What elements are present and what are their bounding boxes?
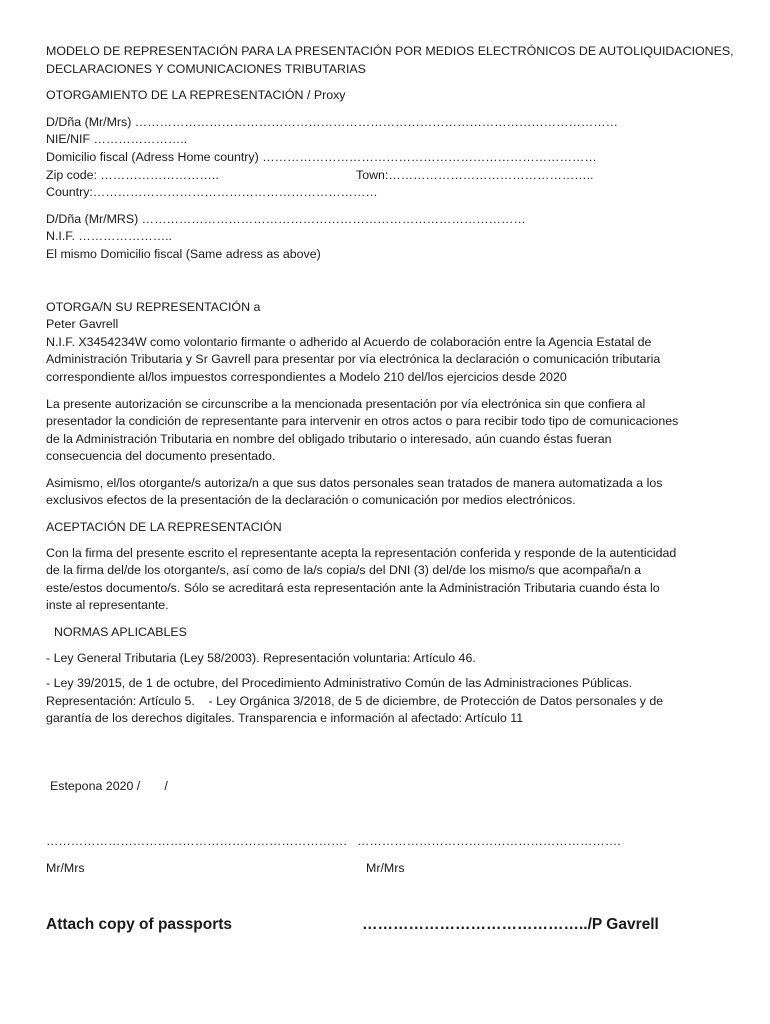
autorizacion-text-1: La presente autorización se circunscribe a la mencionada presentación por vía electrónica sin que confiera al	[46, 396, 646, 411]
ley-text-2: Representación: Artículo 5. - Ley Orgánica 3/2018, de 5 de diciembre, de Protección de Datos personales y de	[46, 693, 664, 708]
signature-label-right: Mr/Mrs	[366, 861, 405, 875]
place-date: Estepona 2020 / /	[50, 779, 168, 793]
aceptacion-text-4: inste al representante.	[46, 598, 169, 613]
document-title	[46, 43, 736, 78]
grantor-2-nif-field: N.I.F. …………………..	[46, 229, 172, 244]
aceptacion-paragraph	[46, 545, 736, 615]
representation-heading: OTORGA/N SU REPRESENTACIÓN a	[46, 299, 261, 314]
otorgamiento-heading: OTORGAMIENTO DE LA REPRESENTACIÓN / Proxy	[46, 88, 346, 103]
ley-general-tributaria: - Ley General Tributaria (Ley 58/2003). Representación voluntaria: Artículo 46.	[46, 650, 476, 665]
representation-text-1: N.I.F. X3454234W como volontario firmante o adherido al Acuerdo de colaboración entre la Agencia Estatal de	[46, 334, 652, 349]
datos-paragraph	[46, 475, 736, 510]
title-line-2: DECLARACIONES Y COMUNICACIONES TRIBUTARIAS	[46, 61, 366, 76]
grantor-1-nie-field: NIE/NIF …………………..	[46, 132, 188, 147]
ley-text-1: - Ley 39/2015, de 1 de octubre, del Procedimiento Administrativo Común de las Administraciones Públicas.	[46, 676, 633, 691]
normas-block	[46, 624, 736, 728]
document-page	[46, 43, 736, 933]
signature-line-left: ……………………………………………………………….	[46, 834, 347, 848]
grantor-1-address-field: Domicilio fiscal (Adress Home country) ………………………………………………………………………	[46, 149, 597, 164]
datos-text-2: exclusivos efectos de la presentación de la declaración o comunicación por medios electrónicos.	[46, 493, 576, 508]
grantor-1-name-field: D/Dña (Mr/Mrs) ………………………………………………………………………………………………………	[46, 114, 619, 129]
normas-heading: NORMAS APLICABLES	[54, 625, 187, 640]
aceptacion-text-2: de la firma del/de los otorgante/s, así como de la/s copia/s del DNI (3) del/de los mismo/s que acompaña/n a	[46, 563, 642, 578]
autorizacion-text-2: presentador la condición de representante para intervenir en otros actos o para recibir todo tipo de comunicaciones	[46, 414, 679, 429]
grantor-1-block	[46, 114, 736, 202]
ley-text-3: garantía de los derechos digitales. Transparencia e información al afectado: Artículo 11	[46, 711, 524, 726]
zip-town-row	[46, 167, 736, 185]
ley-39-2015-paragraph	[46, 675, 736, 728]
attach-passports-note: Attach copy of passports	[46, 916, 233, 933]
grantor-2-address-note: El mismo Domicilio fiscal (Same adress as above)	[46, 246, 321, 261]
autorizacion-text-4: consecuencia del documento presentado.	[46, 449, 276, 464]
title-line-1: MODELO DE REPRESENTACIÓN PARA LA PRESENTACIÓN POR MEDIOS ELECTRÓNICOS DE AUTOLIQUIDACIONES,	[46, 44, 734, 58]
grantor-2-block	[46, 211, 736, 264]
aceptacion-text-3: este/estos documento/s. Sólo se acreditará esta representación ante la Administración Tributaria cuando ésta lo	[46, 580, 660, 595]
town-field: Town:…………………………………………..	[356, 167, 594, 182]
aceptacion-heading: ACEPTACIÓN DE LA REPRESENTACIÓN	[46, 520, 282, 535]
country-field: Country:……………………………………………………………	[46, 185, 378, 200]
autorizacion-paragraph	[46, 396, 736, 466]
aceptacion-block	[46, 519, 736, 615]
representative-signature: ……………………………………../P Gavrell	[362, 916, 659, 933]
autorizacion-text-3: de la Administración Tributaria en nombre del obligado tributario o interesado, aún cuando éstas fueran	[46, 431, 612, 446]
grantor-2-name-field: D/Dña (Mr/MRS) …………………………………………………………………………………	[46, 211, 526, 226]
representation-text-3: correspondiente al/los impuestos correspondientes a Modelo 210 del/los ejercicios desde 2020	[46, 369, 567, 384]
representation-text-2: Administración Tributaria y Sr Gavrell para presentar por vía electrónica la declaración o comunicación tributaria	[46, 352, 661, 367]
signature-line-right: ……………………………………………………….	[357, 834, 621, 848]
zip-code-field: Zip code: ………………………..	[46, 167, 219, 182]
datos-text-1: Asimismo, el/los otorgante/s autoriza/n a que sus datos personales sean tratados de manera automatizada a los	[46, 475, 663, 490]
representation-block	[46, 299, 736, 387]
aceptacion-text-1: Con la firma del presente escrito el representante acepta la representación conferida y responde de la autenticidad	[46, 545, 677, 560]
representative-name: Peter Gavrell	[46, 317, 119, 332]
signature-label-left: Mr/Mrs	[46, 861, 85, 875]
